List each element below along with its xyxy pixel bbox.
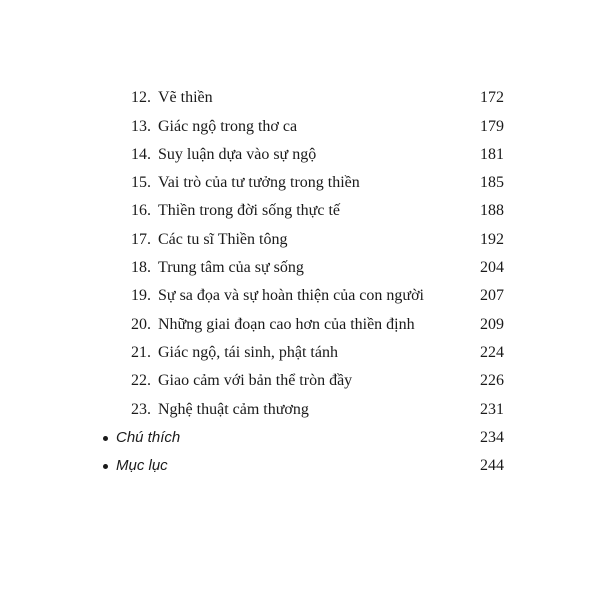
page-number: 185: [480, 174, 504, 191]
chapter-title: Giác ngộ, tái sinh, phật tánh: [158, 344, 338, 361]
chapter-number: 18.: [131, 259, 151, 276]
page-number: 231: [480, 401, 504, 418]
page-number: 181: [480, 146, 504, 163]
page-number: 179: [480, 118, 504, 135]
toc-entry-13: [0, 113, 600, 141]
toc-entry-19: [0, 282, 600, 310]
toc-entry-12: [0, 84, 600, 112]
chapter-title: Giác ngộ trong thơ ca: [158, 118, 298, 135]
toc-entry-20: [0, 311, 600, 339]
chapter-number: 22.: [131, 372, 151, 389]
page-number: 226: [480, 372, 504, 389]
chapter-title: Vẽ thiền: [158, 89, 213, 106]
page-number: 207: [480, 287, 504, 304]
chapter-title: Thiền trong đời sống thực tế: [158, 202, 340, 219]
toc-entry-22: [0, 367, 600, 395]
chapter-number: 20.: [131, 316, 151, 333]
chapter-number: 15.: [131, 174, 151, 191]
chapter-number: 17.: [131, 231, 151, 248]
chapter-title: Suy luận dựa vào sự ngộ: [158, 146, 317, 163]
chapter-title: Vai trò của tư tưởng trong thiền: [158, 174, 360, 191]
chapter-title: Nghệ thuật cảm thương: [158, 401, 309, 418]
section-title: Chú thích: [116, 429, 181, 446]
page-number: 209: [480, 316, 504, 333]
chapter-title: Những giai đoạn cao hơn của thiền định: [158, 316, 415, 333]
page-number: 244: [480, 457, 504, 474]
page-number: 234: [480, 429, 504, 446]
chapter-title: Sự sa đọa và sự hoàn thiện của con người: [158, 287, 424, 304]
section-title: Mục lục: [116, 457, 168, 474]
chapter-number: 21.: [131, 344, 151, 361]
page-number: 188: [480, 202, 504, 219]
bullet-icon: [103, 464, 108, 469]
toc-entry-15: [0, 169, 600, 197]
bullet-icon: [103, 436, 108, 441]
toc-entry-16: [0, 197, 600, 225]
chapter-number: 16.: [131, 202, 151, 219]
chapter-number: 23.: [131, 401, 151, 418]
toc-entry-14: [0, 141, 600, 169]
page-number: 204: [480, 259, 504, 276]
toc-entry-21: [0, 339, 600, 367]
chapter-number: 13.: [131, 118, 151, 135]
chapter-title: Các tu sĩ Thiền tông: [158, 231, 288, 248]
chapter-number: 14.: [131, 146, 151, 163]
toc-entry-17: [0, 226, 600, 254]
page-number: 192: [480, 231, 504, 248]
toc-section-notes: [0, 424, 600, 452]
toc-section-contents: [0, 452, 600, 480]
chapter-title: Giao cảm với bản thể tròn đầy: [158, 372, 353, 389]
chapter-number: 19.: [131, 287, 151, 304]
page-number: 172: [480, 89, 504, 106]
toc-entry-23: [0, 396, 600, 424]
chapter-title: Trung tâm của sự sống: [158, 259, 304, 276]
chapter-number: 12.: [131, 89, 151, 106]
toc-entry-18: [0, 254, 600, 282]
page-number: 224: [480, 344, 504, 361]
